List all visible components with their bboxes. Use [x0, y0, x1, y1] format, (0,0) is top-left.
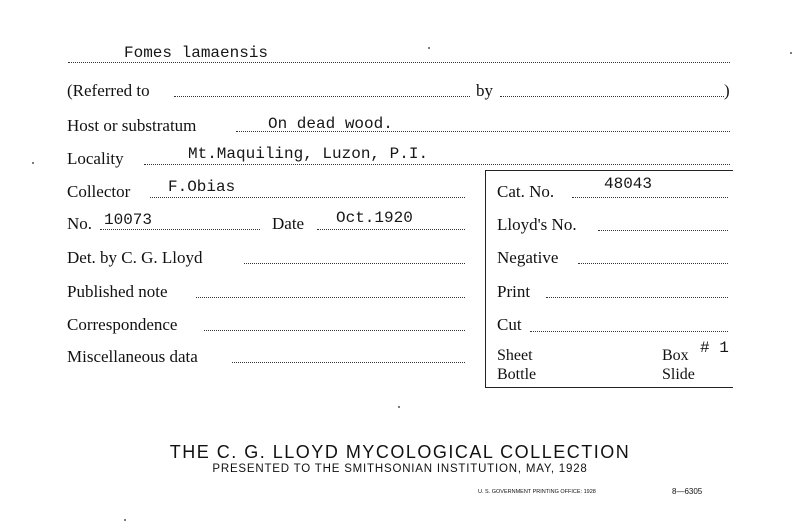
correspondence-line [204, 330, 465, 331]
referred-to-label: (Referred to [67, 81, 150, 100]
cut-line [530, 331, 728, 332]
cat-no-value: 48043 [604, 175, 653, 193]
print-label: Print [497, 282, 531, 301]
collector-line [150, 197, 465, 198]
collector-label: Collector [67, 182, 131, 201]
misc-data-label: Miscellaneous data [67, 347, 198, 366]
cat-no-line [572, 197, 728, 198]
published-note-line [196, 297, 465, 298]
sheet-label: Sheet [497, 347, 533, 364]
number-line [100, 229, 260, 230]
correspondence-label: Correspondence [67, 315, 178, 334]
scan-speck [790, 52, 792, 54]
locality-value: Mt.Maquiling, Luzon, P.I. [188, 145, 429, 163]
det-by-line [244, 263, 465, 264]
negative-line [578, 263, 728, 264]
box-bottom-border [485, 387, 733, 388]
species-name: Fomes lamaensis [124, 44, 269, 62]
box-left-border [485, 170, 486, 388]
scan-speck [428, 47, 430, 49]
date-label: Date [272, 214, 305, 233]
close-paren: ) [724, 81, 730, 100]
bottle-label: Bottle [497, 366, 537, 383]
host-label: Host or substratum [67, 116, 197, 135]
cat-no-label: Cat. No. [497, 182, 555, 201]
host-value: On dead wood. [268, 115, 393, 133]
slide-label: Slide [662, 366, 695, 383]
scan-speck [398, 406, 400, 408]
by-label: by [476, 81, 493, 100]
collection-title: THE C. G. LLOYD MYCOLOGICAL COLLECTION [169, 442, 631, 462]
scan-speck [124, 519, 126, 521]
number-value: 10073 [104, 211, 153, 229]
by-line [500, 96, 724, 97]
number-label: No. [67, 214, 93, 233]
locality-line [144, 164, 730, 165]
box-top-border [485, 170, 733, 171]
date-value: Oct.1920 [336, 209, 413, 227]
printer-imprint: U. S. GOVERNMENT PRINTING OFFICE: 1928 [478, 489, 596, 495]
scan-speck [32, 162, 34, 164]
collector-value: F.Obias [168, 178, 236, 196]
box-label: Box [662, 347, 689, 364]
form-code: 8—6305 [672, 487, 703, 496]
published-note-label: Published note [67, 282, 168, 301]
det-by-label: Det. by C. G. Lloyd [67, 248, 203, 267]
collection-subtitle: PRESENTED TO THE SMITHSONIAN INSTITUTION, MAY, 1928 [212, 463, 588, 475]
referred-to-line [174, 96, 470, 97]
box-number-value: # 1 [700, 339, 729, 357]
negative-label: Negative [497, 248, 559, 267]
species-line [68, 62, 730, 63]
misc-data-line [232, 362, 465, 363]
print-line [546, 297, 728, 298]
cut-label: Cut [497, 315, 522, 334]
lloyds-no-line [598, 230, 728, 231]
locality-label: Locality [67, 149, 124, 168]
date-line [317, 229, 465, 230]
lloyds-no-label: Lloyd's No. [497, 215, 577, 234]
